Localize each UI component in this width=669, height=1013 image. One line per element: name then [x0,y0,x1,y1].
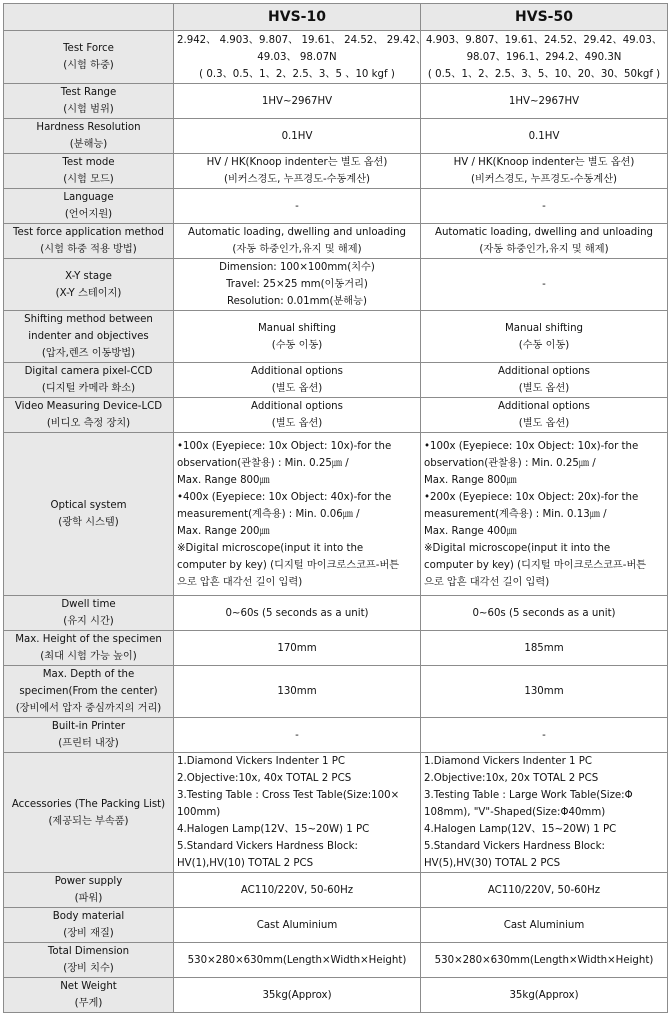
header-corner [4,4,174,31]
spec-value-hvs-50 [421,363,668,398]
cell-line: (압자,렌즈 이동방법) [41,348,136,359]
spec-value-hvs-50 [421,189,668,224]
spec-table [3,3,668,1013]
cell-line: Cast Aluminium [256,919,338,931]
cell-line: ( 0.5、1、2、2.5、3、5、10、20、30、50kgf ) [427,68,661,80]
cell-line: 49.03、 98.07N [257,51,337,63]
cell-line: 3.Testing Table : Large Work Table(Size:Φ [424,790,633,801]
cell-line: X-Y stage [65,270,112,282]
cell-line: Digital camera pixel-CCD [24,366,153,377]
cell-line: (자동 하중인가,유지 및 해제) [479,244,609,255]
spec-label [4,753,174,873]
spec-row [4,873,668,908]
spec-label [4,908,174,943]
cell-line: (프린터 내장) [58,738,119,749]
spec-value-hvs-50 [421,84,668,119]
cell-line: 108mm), "V"-Shaped(Size:Φ40mm) [424,807,606,818]
cell-line: (파워) [74,893,103,904]
spec-value-hvs-50 [421,718,668,753]
spec-value-hvs-10 [174,908,421,943]
cell-line: Test Range [60,87,117,98]
cell-line: Hardness Resolution [36,122,141,133]
spec-label [4,433,174,596]
spec-value-hvs-10 [174,718,421,753]
cell-line: 2.Objective:10x, 20x TOTAL 2 PCS [424,773,599,784]
header-hvs-10: HVS-10 [174,4,421,31]
spec-row [4,433,668,596]
cell-line: - [542,200,546,212]
cell-line: measurement(계측용) : Min. 0.13㎛ / [424,508,607,520]
cell-line: Test mode [62,157,115,168]
cell-line: (언어지원) [64,209,113,220]
header-row [4,4,668,31]
cell-line: - [542,279,546,290]
cell-line: (비디오 측정 장치) [46,418,131,429]
cell-line: 으로 압흔 대각선 길이 입력) [424,576,550,588]
spec-value-hvs-50 [421,311,668,363]
cell-line: AC110/220V, 50-60Hz [240,884,354,896]
cell-line: 170mm [277,642,317,654]
spec-value-hvs-50 [421,908,668,943]
spec-value-hvs-10 [174,154,421,189]
cell-line: 5.Standard Vickers Hardness Block: [177,841,358,852]
cell-line: Video Measuring Device-LCD [14,401,163,412]
spec-value-hvs-10 [174,433,421,596]
spec-value-hvs-10 [174,398,421,433]
cell-line: 530×280×630mm(Length×Width×Height) [187,954,407,966]
spec-label [4,259,174,311]
cell-line: computer by key) (디지털 마이크로스코프-버튼 [424,559,647,571]
cell-line: HV / HK(Knoop indenter는 별도 옵션) [453,157,635,168]
cell-line: 2.942、 4.903、9.807、 19.61、 24.52、 29.42、 [177,34,427,46]
cell-line: AC110/220V, 50-60Hz [487,884,601,896]
cell-line: indenter and objectives [28,331,149,342]
spec-value-hvs-10 [174,596,421,631]
spec-value-hvs-50 [421,873,668,908]
spec-row [4,31,668,84]
cell-line: •100x (Eyepiece: 10x Object: 10x)-for the [177,440,392,452]
spec-label [4,311,174,363]
spec-label [4,119,174,154]
cell-line: •400x (Eyepiece: 10x Object: 40x)-for the [177,491,392,503]
cell-line: (무게) [74,998,103,1009]
cell-line: (X-Y 스테이지) [55,287,122,299]
cell-line: measurement(계측용) : Min. 0.06㎛ / [177,508,360,520]
cell-line: ※Digital microscope(input it into the [424,542,611,554]
spec-value-hvs-10 [174,873,421,908]
cell-line: (비커스경도, 누프경도-수동계산) [470,174,618,185]
cell-line: 1.Diamond Vickers Indenter 1 PC [177,756,345,767]
spec-value-hvs-10 [174,84,421,119]
cell-line: (시험 하중) [63,60,114,71]
cell-line: Power supply [54,876,123,887]
cell-line: HV(1),HV(10) TOTAL 2 PCS [177,858,314,869]
cell-line: (시험 하중 적용 방법) [40,244,137,255]
spec-value-hvs-50 [421,154,668,189]
spec-row [4,978,668,1013]
cell-line: Accessories (The Packing List) [11,798,166,810]
cell-line: (별도 옵션) [271,383,323,394]
cell-line: (장비 재질) [63,928,114,939]
spec-value-hvs-50 [421,259,668,311]
cell-line: (시험 범위) [63,104,114,115]
spec-value-hvs-50 [421,398,668,433]
cell-line: 100mm) [177,807,221,818]
cell-line: ( 0.3、0.5、1、2、2.5、3、5 、10 kgf ) [199,68,395,80]
cell-line: 4.903、9.807、19.61、24.52、29.42、49.03、 [425,34,663,46]
spec-value-hvs-10 [174,753,421,873]
cell-line: Max. Range 200㎛ [177,525,270,537]
cell-line: observation(관찰용) : Min. 0.25㎛ / [424,457,596,469]
spec-label [4,84,174,119]
spec-label [4,666,174,718]
cell-line: (시험 모드) [63,174,114,185]
spec-row [4,84,668,119]
cell-line: (비커스경도, 누프경도-수동계산) [223,174,371,185]
cell-line: Additional options [251,366,343,377]
spec-value-hvs-50 [421,119,668,154]
cell-line: (분해능) [69,139,108,150]
cell-line: 98.07、196.1、294.2、490.3N [466,51,622,63]
spec-label [4,224,174,259]
cell-line: Resolution: 0.01mm(분해능) [227,296,367,307]
spec-value-hvs-50 [421,978,668,1013]
cell-line: Max. Depth of the [42,669,135,680]
cell-line: observation(관찰용) : Min. 0.25㎛ / [177,457,349,469]
spec-value-hvs-50 [421,596,668,631]
spec-label [4,398,174,433]
cell-line: 35kg(Approx) [262,989,332,1001]
cell-line: (장비 치수) [63,963,114,974]
spec-label [4,189,174,224]
cell-line: Cast Aluminium [503,919,585,931]
spec-value-hvs-10 [174,631,421,666]
cell-line: (별도 옵션) [518,418,570,429]
spec-value-hvs-10 [174,363,421,398]
spec-row [4,311,668,363]
cell-line: - [295,200,299,212]
spec-value-hvs-50 [421,943,668,978]
cell-line: Dwell time [61,599,116,610]
cell-line: Test force application method [13,227,164,238]
cell-line: 0~60s (5 seconds as a unit) [225,607,369,619]
spec-value-hvs-50 [421,666,668,718]
cell-line: 4.Halogen Lamp(12V、15~20W) 1 PC [424,824,617,835]
cell-line: Additional options [498,366,590,377]
spec-value-hvs-50 [421,433,668,596]
cell-line: Net Weight [60,981,117,992]
cell-line: ※Digital microscope(input it into the [177,542,364,554]
spec-value-hvs-50 [421,753,668,873]
spec-row [4,259,668,311]
spec-value-hvs-10 [174,31,427,84]
cell-line: Automatic loading, dwelling and unloading [434,227,654,238]
spec-value-hvs-10 [174,224,421,259]
cell-line: Body material [52,911,125,922]
spec-row [4,908,668,943]
cell-line: Manual shifting [504,322,583,334]
spec-row [4,363,668,398]
spec-label [4,596,174,631]
cell-line: (수동 이동) [271,339,323,351]
spec-value-hvs-10 [174,119,421,154]
spec-row [4,596,668,631]
spec-label [4,978,174,1013]
cell-line: specimen(From the center) [19,686,158,697]
cell-line: 130mm [524,686,564,697]
spec-value-hvs-10 [174,311,421,363]
cell-line: Max. Range 800㎛ [177,474,270,486]
cell-line: (유지 시간) [63,616,114,627]
spec-value-hvs-10 [174,189,421,224]
cell-line: computer by key) (디지털 마이크로스코프-버튼 [177,559,400,571]
spec-row [4,119,668,154]
cell-line: 으로 압흔 대각선 길이 입력) [177,576,303,588]
spec-row [4,189,668,224]
spec-row [4,631,668,666]
cell-line: (최대 시험 가능 높이) [40,651,137,662]
spec-label [4,363,174,398]
cell-line: Optical system [50,500,127,511]
cell-line: (자동 하중인가,유지 및 해제) [232,244,362,255]
cell-line: (광학 시스템) [58,517,119,528]
spec-label [4,718,174,753]
spec-table-body [4,31,668,1013]
cell-line: 0.1HV [528,130,560,142]
header-hvs-50: HVS-50 [421,4,668,31]
cell-line: - [542,729,546,741]
spec-row [4,753,668,873]
spec-label [4,873,174,908]
cell-line: •100x (Eyepiece: 10x Object: 10x)-for the [424,440,639,452]
cell-line: Built-in Printer [51,721,126,732]
cell-line: 1HV~2967HV [261,95,333,107]
spec-value-hvs-50 [421,224,668,259]
cell-line: Additional options [498,401,590,412]
cell-line: Max. Range 800㎛ [424,474,517,486]
spec-value-hvs-10 [174,259,421,311]
spec-row [4,154,668,189]
spec-row [4,398,668,433]
cell-line: HV(5),HV(30) TOTAL 2 PCS [424,858,561,869]
cell-line: Max. Height of the specimen [15,634,162,645]
spec-value-hvs-50 [421,31,668,84]
cell-line: Language [63,192,114,203]
cell-line: 185mm [524,642,564,654]
cell-line: 1.Diamond Vickers Indenter 1 PC [424,756,592,767]
spec-label [4,631,174,666]
cell-line: 0.1HV [281,130,313,142]
cell-line: 35kg(Approx) [509,989,579,1001]
cell-line: 2.Objective:10x, 40x TOTAL 2 PCS [177,773,352,784]
cell-line: (제공되는 부속품) [48,815,129,827]
cell-line: - [295,729,299,741]
cell-line: Automatic loading, dwelling and unloading [187,227,407,238]
cell-line: (장비에서 압자 중심까지의 거리) [15,703,162,714]
cell-line: 530×280×630mm(Length×Width×Height) [434,954,654,966]
cell-line: (디지털 카메라 화소) [41,383,136,394]
spec-value-hvs-10 [174,943,421,978]
cell-line: 5.Standard Vickers Hardness Block: [424,841,605,852]
cell-line: Dimension: 100×100mm(치수) [219,262,375,273]
cell-line: (수동 이동) [518,339,570,351]
cell-line: HV / HK(Knoop indenter는 별도 옵션) [206,157,388,168]
cell-line: 0~60s (5 seconds as a unit) [472,607,616,619]
cell-line: (별도 옵션) [271,418,323,429]
cell-line: Travel: 25×25 mm(이동거리) [226,279,368,290]
cell-line: 130mm [277,686,317,697]
spec-row [4,666,668,718]
cell-line: •200x (Eyepiece: 10x Object: 20x)-for the [424,491,639,503]
cell-line: Manual shifting [257,322,336,334]
spec-label [4,31,174,84]
spec-value-hvs-50 [421,631,668,666]
cell-line: Test Force [63,43,114,54]
cell-line: Additional options [251,401,343,412]
cell-line: 4.Halogen Lamp(12V、15~20W) 1 PC [177,824,370,835]
cell-line: 3.Testing Table : Cross Test Table(Size:100× [177,790,400,801]
spec-label [4,154,174,189]
spec-value-hvs-10 [174,978,421,1013]
cell-line: Max. Range 400㎛ [424,525,517,537]
cell-line: 1HV~2967HV [508,95,580,107]
cell-line: (별도 옵션) [518,383,570,394]
cell-line: Shifting method between [24,314,153,325]
spec-value-hvs-10 [174,666,421,718]
spec-row [4,718,668,753]
cell-line: Total Dimension [47,946,130,957]
spec-row [4,943,668,978]
spec-label [4,943,174,978]
spec-row [4,224,668,259]
